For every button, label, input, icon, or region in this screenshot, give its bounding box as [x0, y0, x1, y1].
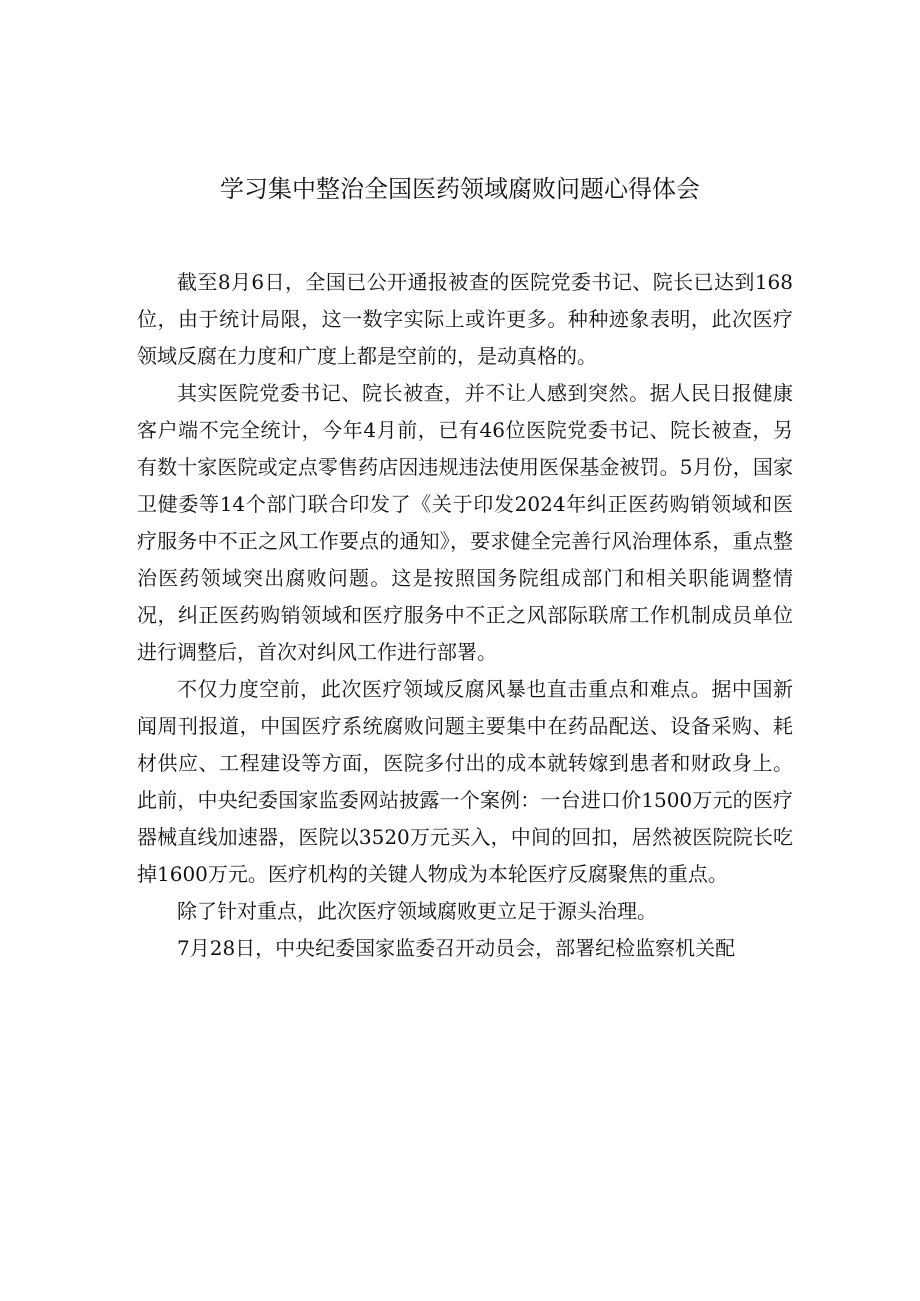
paragraph-1: 截至8月6日，全国已公开通报被查的医院党委书记、院长已达到168位，由于统计局限，这一数字实际上或许更多。种种迹象表明，此次医疗领域反腐在力度和广度上都是空前的，是动真格的。: [137, 270, 793, 368]
document-body: [137, 264, 793, 967]
document-title: 学习集中整治全国医药领域腐败问题心得体会: [220, 175, 700, 203]
paragraph-5: 7月28日，中央纪委国家监委召开动员会，部署纪检监察机关配: [177, 936, 736, 960]
paragraph-2: 其实医院党委书记、院长被查，并不让人感到突然。据人民日报健康客户端不完全统计，今年4月前，已有46位医院党委书记、院长被查，另有数十家医院或定点零售药店因违规违法使用医保基金被罚。5月份，国家卫健委等14个部门联合印发了《关于印发2024年纠正医药购销领域和医疗服务中不正之风工作要点的通知》，要求健全完善行风治理体系，重点整治医药领域突出腐败问题。这是按照国务院组成部门和相关职能调整情况，纠正医药购销领域和医疗服务中不正之风部际联席工作机制成员单位进行调整后，首次对纠风工作进行部署。: [137, 381, 793, 664]
paragraph-4: 除了针对重点，此次医疗领域腐败更立足于源头治理。: [177, 899, 657, 923]
paragraph-3: 不仅力度空前，此次医疗领域反腐风暴也直击重点和难点。据中国新闻周刊报道，中国医疗系统腐败问题主要集中在药品配送、设备采购、耗材供应、工程建设等方面，医院多付出的成本就转嫁到患者和财政身上。此前，中央纪委国家监委网站披露一个案例：一台进口价1500万元的医疗器械直线加速器，医院以3520万元买入，中间的回扣，居然被医院院长吃掉1600万元。医疗机构的关键人物成为本轮医疗反腐聚焦的重点。: [137, 677, 793, 886]
